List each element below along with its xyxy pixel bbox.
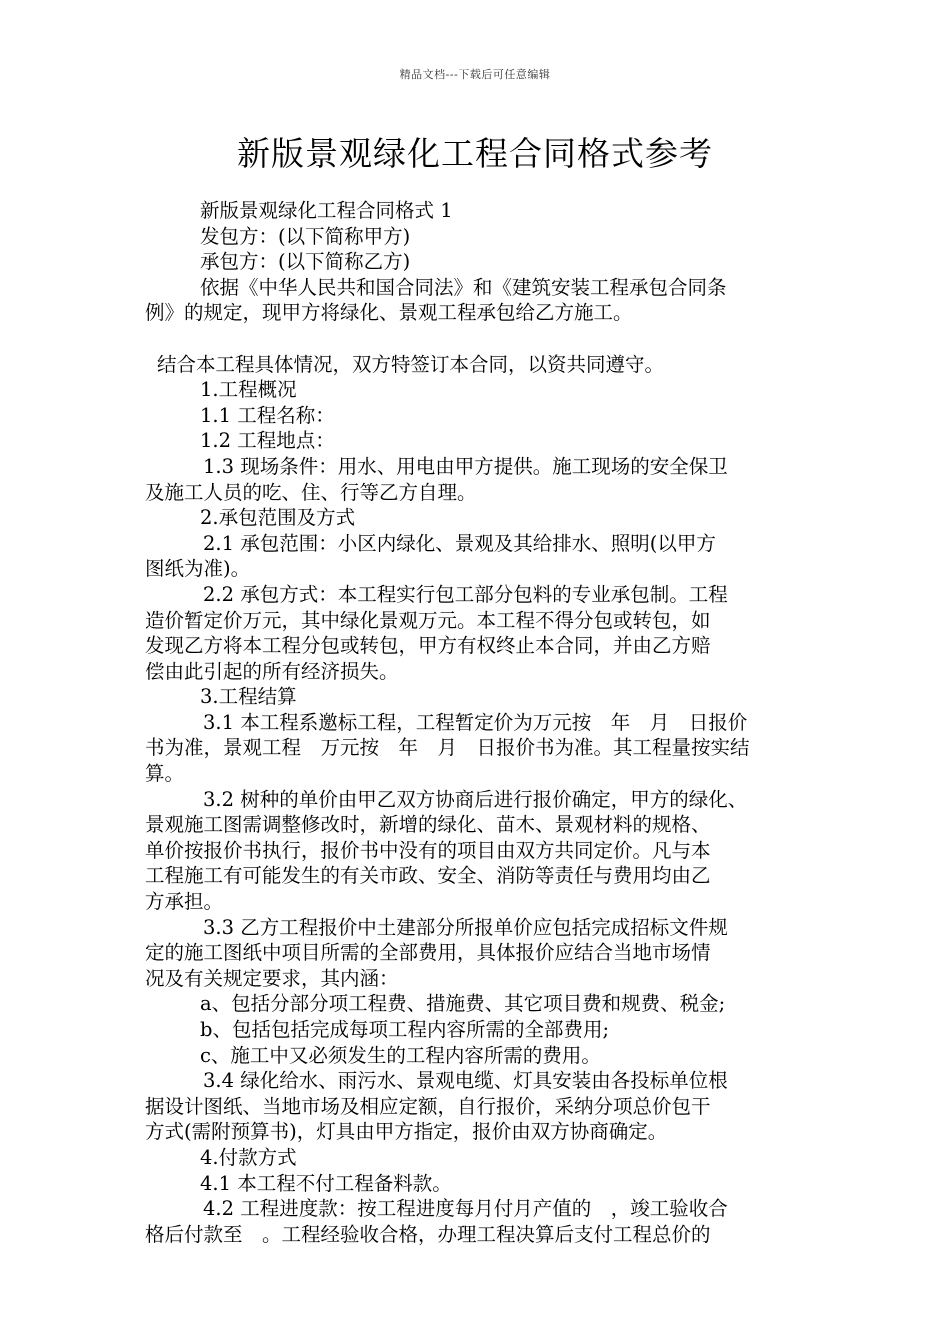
clause-line: 方承担。 bbox=[145, 890, 224, 914]
clause-line: 1.1 工程名称： bbox=[200, 403, 335, 427]
list-item: a、包括分部分项工程费、措施费、其它项目费和规费、税金; bbox=[200, 992, 726, 1016]
list-item: c、施工中又必须发生的工程内容所需的费用。 bbox=[200, 1043, 601, 1067]
clause-line: 2.1 承包范围：小区内绿化、景观及其给排水、照明(以甲方 bbox=[203, 531, 716, 555]
clause-line: 单价按报价书执行，报价书中没有的项目由双方共同定价。凡与本 bbox=[145, 838, 711, 862]
clause-line: 算。 bbox=[145, 762, 185, 786]
clause-line: 4.2 工程进度款：按工程进度每月付月产值的 ，竣工验收合 bbox=[203, 1197, 728, 1221]
paragraph-line: 依据《中华人民共和国合同法》和《建筑安装工程承包合同条 bbox=[200, 275, 727, 299]
clause-line: 3.3 乙方工程报价中土建部分所报单价应包括完成招标文件规 bbox=[203, 915, 728, 939]
clause-line: 1.2 工程地点： bbox=[200, 429, 335, 453]
clause-line: 3.4 绿化给水、雨污水、景观电缆、灯具安装由各投标单位根 bbox=[203, 1069, 728, 1093]
clause-line: 1.3 现场条件：用水、用电由甲方提供。施工现场的安全保卫 bbox=[203, 454, 728, 478]
section-heading: 2.承包范围及方式 bbox=[200, 506, 356, 530]
section-heading: 4.付款方式 bbox=[200, 1145, 297, 1169]
party-b-line: 承包方：(以下简称乙方) bbox=[200, 250, 411, 274]
clause-line: 3.1 本工程系邀标工程，工程暂定价为万元按 年 月 日报价 bbox=[203, 710, 748, 734]
clause-line: 况及有关规定要求，其内涵： bbox=[145, 966, 399, 990]
clause-line: 3.2 树种的单价由甲乙双方协商后进行报价确定，甲方的绿化、 bbox=[203, 787, 748, 811]
clause-line: 格后付款至 。工程经验收合格，办理工程决算后支付工程总价的 bbox=[145, 1222, 711, 1246]
header-note: 精品文档---下载后可任意编辑 bbox=[399, 68, 551, 81]
clause-line: 及施工人员的吃、住、行等乙方自理。 bbox=[145, 480, 477, 504]
party-a-line: 发包方：(以下简称甲方) bbox=[200, 224, 411, 248]
document-title: 新版景观绿化工程合同格式参考 bbox=[237, 134, 713, 173]
clause-line: 书为准，景观工程 万元按 年 月 日报价书为准。其工程量按实结 bbox=[145, 736, 750, 760]
clause-line: 方式(需附预算书)，灯具由甲方指定，报价由双方协商确定。 bbox=[145, 1120, 668, 1144]
paragraph-line: 结合本工程具体情况，双方特签订本合同，以资共同遵守。 bbox=[157, 352, 665, 376]
document-body bbox=[145, 198, 825, 1247]
contract-subtitle: 新版景观绿化工程合同格式 1 bbox=[200, 199, 453, 222]
clause-line: 2.2 承包方式：本工程实行包工部分包料的专业承包制。工程 bbox=[203, 582, 728, 606]
clause-line: 景观施工图需调整修改时，新增的绿化、苗木、景观材料的规格、 bbox=[145, 813, 711, 837]
clause-line: 图纸为准)。 bbox=[145, 557, 251, 581]
clause-line: 工程施工有可能发生的有关市政、安全、消防等责任与费用均由乙 bbox=[145, 864, 711, 888]
list-item: b、包括包括完成每项工程内容所需的全部费用; bbox=[200, 1018, 610, 1041]
section-heading: 1.工程概况 bbox=[200, 378, 297, 402]
paragraph-line: 例》的规定，现甲方将绿化、景观工程承包给乙方施工。 bbox=[145, 301, 633, 325]
section-heading: 3.工程结算 bbox=[200, 685, 297, 709]
clause-line: 据设计图纸、当地市场及相应定额，自行报价，采纳分项总价包干 bbox=[145, 1094, 711, 1118]
clause-line: 造价暂定价万元，其中绿化景观万元。本工程不得分包或转包，如 bbox=[145, 608, 711, 632]
clause-line: 4.1 本工程不付工程备料款。 bbox=[200, 1171, 452, 1195]
clause-line: 偿由此引起的所有经济损失。 bbox=[145, 659, 399, 683]
clause-line: 发现乙方将本工程分包或转包，甲方有权终止本合同，并由乙方赔 bbox=[145, 634, 711, 658]
blank-line bbox=[145, 326, 825, 352]
clause-line: 定的施工图纸中项目所需的全部费用，具体报价应结合当地市场情 bbox=[145, 941, 711, 965]
